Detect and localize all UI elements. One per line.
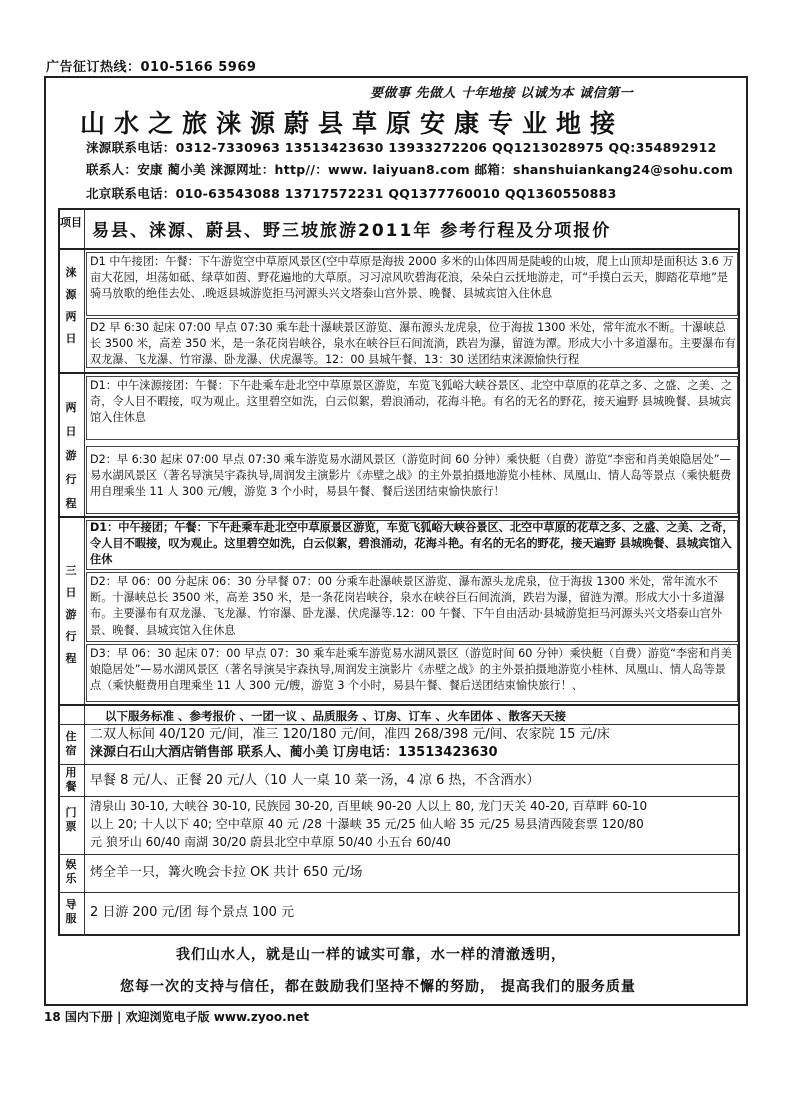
section-label-three-day: 三 日 游 行 程 (65, 564, 77, 665)
page-title: 山水之旅涞源蔚县草原安康专业地接 (80, 109, 625, 138)
section-label-two-day: 两 日 游 行 程 (65, 401, 77, 510)
header-divider (58, 248, 740, 250)
day-text-t1: D1：中午涞源接团：午餐：下午赴乘车赴北空中草原景区游览，车览飞狐峪大峡谷景区、北空中草原的花草之多、之盛、之美、之奇，令人目不暇接，叹为观止。这里碧空如洗，白云似絮，碧浪涌动，花海斗艳。有名的无名的野花，接天遍野 县城晚餐、县城宾馆入住休息 (90, 379, 733, 425)
section-label-laiyuan: 涞 源 两 日 (65, 266, 77, 345)
header-label: 项目 (60, 216, 82, 229)
row-divider (58, 892, 740, 893)
day-text-l1: D1 中午接团：午餐：下午游览空中草原风景区(空中草原是海拔 2000 多米的山体四周是陡峻的山坡，爬上山顶却是面积达 3.6 万亩大花园，坦荡如砥、绿草如茵、野花遍地的大草原。习习凉风吹碧海花浪，朵朵白云抚地游走，可“手摸白云天，脚踏花草地”是骑马放歌的绝佳去处、.晚返县城游览拒马河源头兴文塔泰山宫外景、晚餐、县城宾馆入住休息 (90, 255, 734, 301)
contact-line-2: 联系人：安康 蔺小美 涞源网址：http//：www. laiyuan8.com 邮箱：shanshuiankang24@sohu.com (86, 162, 734, 177)
contact-line-1: 涞源联系电话：0312-7330963 13513423630 13933272206 QQ1213028975 QQ:354892912 (86, 140, 717, 155)
day-text-s1: D1：中午接团；午餐：下午赴乘车赴北空中草原景区游览，车览飞狐峪大峡谷景区、北空中草原的花草之多、之盛、之美、之奇，令人目不暇接，叹为观止。这里碧空如洗，白云似絮，碧浪涌动，花海斗艳。有名的无名的野花，接天遍野 县城晚餐、县城宾馆入住休 (90, 521, 734, 567)
row-label-guide: 导 服 (65, 898, 77, 925)
motto-line-2: 您每一次的支持与信任，都在鼓励我们坚持不懈的努励， 提高我们的服务质量 (120, 979, 636, 995)
day-text-s3: D3：早 06：30 起床 07：00 早点 07：30 乘车赴乘车游览易水湖风景区（游览时间 60 分钟）乘快艇（自费）游览“李密和肖美娘隐居处”—易水湖风景区（著名导演吴宇森执导,周润发主演影片《赤壁之战》的主外景拍摄地游览小桂林、凤凰山、情人岛等景点（乘快艇费用自理乘坐 11 人 300 元/艘，游览 3 个小时，易县午餐、餐后送团结束愉快旅行！、 (90, 647, 732, 693)
row-divider (58, 724, 740, 725)
day-text-l2: D2 早 6:30 起床 07:00 早点 07:30 乘车赴十瀑峡景区游览、瀑布源头龙虎泉，位于海拔 1300 米处，常年流水不断。十瀑峡总长 3500 米，高差 350 米，是一条花岗岩峡谷，泉水在峡谷巨石间流淌，跌岩为瀑，留涟为潭。形成大小十多道瀑布。主要瀑布有双龙瀑、飞龙瀑、竹帘瀑、卧龙瀑、伏虎瀑等。12：00 县城午餐、13：30 送团结束涞源愉快行程 (90, 321, 736, 367)
bottom-border (44, 1004, 748, 1006)
page-footer: 18 国内下册 | 欢迎浏览电子版 www.zyoo.net (44, 1010, 310, 1024)
row-label-lodging: 住 宿 (65, 730, 77, 757)
tickets-line-2: 以上 20; 十人以下 40; 空中草原 40 元 /28 十瀑峡 35 元/25 仙人峪 35 元/25 易县清西陵套票 120/80 (90, 817, 644, 831)
label-column-divider (84, 208, 85, 936)
day-text-s2: D2：早 06：00 分起床 06：30 分早餐 07：00 分乘车赴瀑峡景区游览、瀑布源头龙虎泉，位于海拔 1300 米处，常年流水不断。十瀑峡总长 3500 米，高差 350 米，是一条花岗岩峡谷，泉水在峡谷巨石间流淌，跌岩为瀑，留涟为潭。形成大小十多道瀑布。主要瀑布有双龙瀑、飞龙瀑、竹帘瀑、卧龙瀑、伏虎瀑等.12：00 午餐、下午自由活动·县城游览拒马河源头兴文塔泰山宫外景、晚餐、县城宾馆入住休息 (90, 575, 725, 637)
section-divider (58, 516, 740, 518)
day-text-t2: D2：早 6:30 起床 07:00 早点 07:30 乘车游览易水湖风景区（游览时间 60 分钟）乘快艇（自费）游览“李密和肖美娘隐居处”—易水湖风景区（著名导演吴宇森执导,周润发主演影片《赤壁之战》的主外景拍摄地游览小桂林、凤凰山、情人岛等景点（乘快艇费用自理乘坐 11 人 300 元/艘，游览 3 个小时，易县午餐、餐后送团结束愉快旅行！ (90, 453, 732, 499)
section-divider (58, 704, 740, 706)
lodging-line-1: 二双人标间 40/120 元/间，准三 120/180 元/间，准四 268/398 元/间、农家院 15 元/床 (90, 727, 610, 742)
row-label-entertainment: 娱 乐 (65, 858, 77, 885)
table-header-title: 易县、涞源、蔚县、野三坡旅游2011年 参考行程及分项报价 (92, 221, 612, 241)
guide-line: 2 日游 200 元/团 每个景点 100 元 (90, 905, 295, 920)
tickets-line-3: 元 狼牙山 60/40 南湖 30/20 蔚县北空中草原 50/40 小五台 60/40 (90, 835, 451, 849)
row-label-tickets: 门 票 (65, 806, 77, 833)
contact-line-3: 北京联系电话：010-63543088 13717572231 QQ1377760010 QQ1360550883 (86, 186, 617, 201)
row-divider (58, 854, 740, 855)
row-divider (58, 764, 740, 765)
section-divider (58, 372, 740, 374)
services-line: 以下服务标准 、参考报价 、一团一议 、品质服务 、订房、订车 、火车团体 、散客天天接 (105, 709, 567, 723)
motto-line-1: 我们山水人，就是山一样的诚实可靠，水一样的清澈透明， (176, 947, 566, 963)
entertainment-line: 烤全羊一只，篝火晚会卡拉 OK 共计 650 元/场 (90, 865, 363, 880)
slogan: 要做事 先做人 十年地接 以诚为本 诚信第一 (370, 86, 634, 101)
ad-hotline: 广告征订热线：010-5166 5969 (46, 60, 257, 75)
row-label-meals: 用 餐 (65, 766, 77, 793)
lodging-line-2: 涞源白石山大酒店销售部 联系人、蔺小美 订房电话：13513423630 (90, 745, 498, 760)
tickets-line-1: 清泉山 30-10, 大峡谷 30-10, 民族园 30-20, 百里峡 90-20 人以上 80, 龙门天关 40-20, 百草畔 60-10 (90, 799, 648, 813)
row-divider (58, 796, 740, 797)
meals-line: 早餐 8 元/人、正餐 20 元/人（10 人一桌 10 菜一汤，4 凉 6 热，不含酒水） (90, 773, 540, 788)
